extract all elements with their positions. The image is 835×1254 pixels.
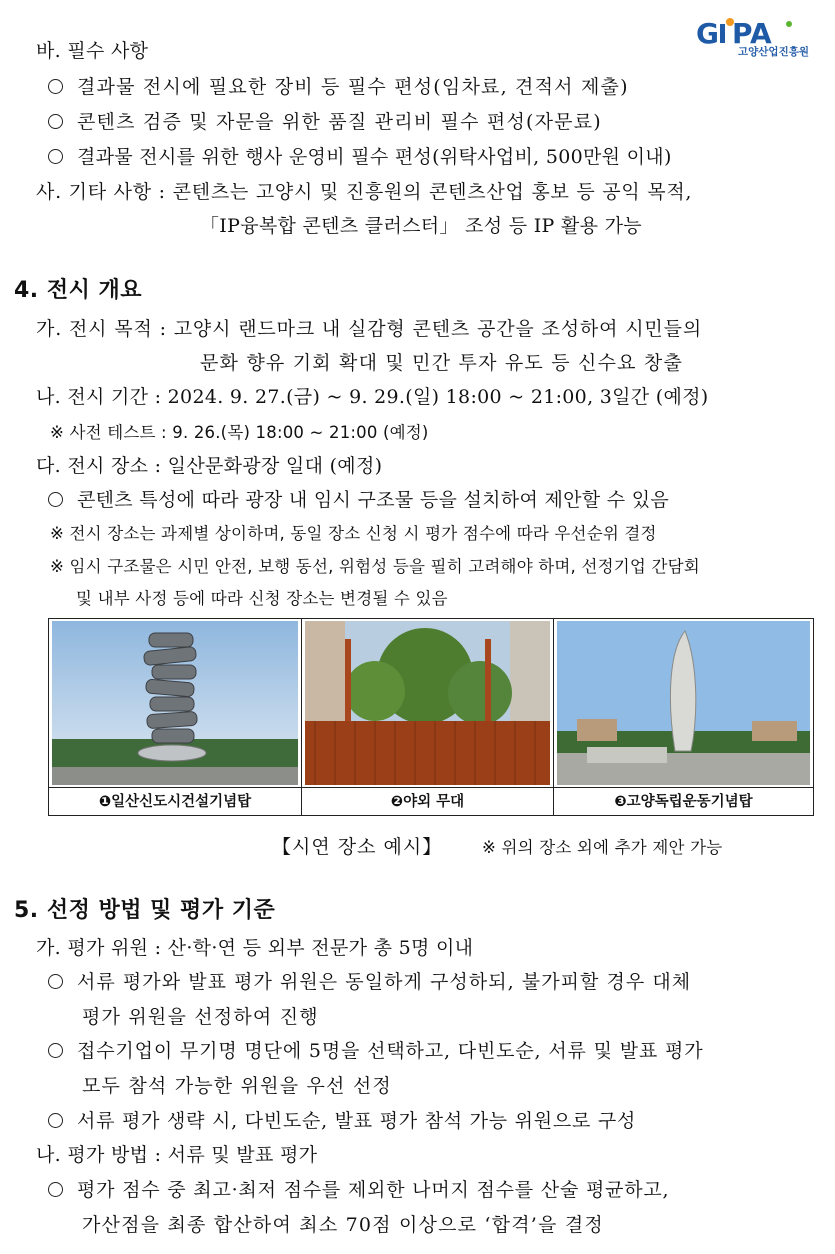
bullet-operation: [48, 142, 672, 169]
bullet-text: 콘텐츠 특성에 따라 광장 내 임시 구조물 등을 설치하여 제안할 수 있음: [77, 489, 670, 511]
photo-caption: ❷야외 무대: [302, 787, 553, 817]
venue-note-2-line1: ※ 임시 구조물은 시민 안전, 보행 동선, 위험성 등을 필히 고려해야 하며, 선정기업 간담회: [50, 557, 700, 576]
bullet-quality: [48, 107, 602, 134]
bullet-evaluator-composition-cont: 평가 위원을 선정하여 진행: [82, 1006, 319, 1028]
venue-line: 다. 전시 장소 : 일산문화광장 일대 (예정): [36, 455, 383, 477]
bullet-evaluator-composition: [48, 967, 691, 994]
venue-note-1: ※ 전시 장소는 과제별 상이하며, 동일 장소 신청 시 평가 점수에 따라 우선순위 결정: [50, 524, 657, 543]
circle-bullet-icon: [48, 79, 63, 94]
bullet-scoring-cont: 가산점을 최종 합산하여 최소 70점 이상으로 ‘합격’을 결정: [82, 1214, 604, 1236]
photo-independence-monument: [557, 621, 810, 785]
photo-cell-tower: [49, 619, 301, 817]
bullet-evaluator-selection-cont: 모두 참석 가능한 위원을 우선 선정: [82, 1075, 392, 1097]
bullet-evaluator-omission: [48, 1106, 636, 1133]
photo-cell-stage: [302, 619, 553, 817]
bullet-text: 결과물 전시에 필요한 장비 등 필수 편성(임차료, 견적서 제출): [77, 76, 629, 98]
bullet-text: 콘텐츠 검증 및 자문을 위한 품질 관리비 필수 편성(자문료): [77, 111, 602, 133]
venue-photo-table: [48, 618, 814, 816]
circle-bullet-icon: [48, 149, 63, 164]
circle-bullet-icon: [48, 1113, 63, 1128]
photo-cell-monument: [554, 619, 813, 817]
pretest-note: ※ 사전 테스트 : 9. 26.(목) 18:00 ~ 21:00 (예정): [50, 423, 429, 442]
photo-caption: ❸고양독립운동기념탑: [554, 787, 813, 817]
svg-text:PA: PA: [732, 17, 772, 50]
photo-outdoor-stage: [305, 621, 550, 785]
bullet-text: 평가 점수 중 최고·최저 점수를 제외한 나머지 점수를 산술 평균하고,: [77, 1179, 670, 1201]
bullet-equipment: [48, 72, 629, 99]
photo-caption-note: ※ 위의 장소 외에 추가 제안 가능: [482, 838, 723, 857]
circle-bullet-icon: [48, 492, 63, 507]
bullet-text: 서류 평가 생략 시, 다빈도순, 발표 평가 참석 가능 위원으로 구성: [77, 1110, 637, 1132]
bullet-text: 결과물 전시를 위한 행사 운영비 필수 편성(위탁사업비, 500만원 이내): [77, 146, 672, 168]
bullet-evaluator-selection: [48, 1036, 703, 1063]
item-sa-line1: 사. 기타 사항 : 콘텐츠는 고양시 및 진흥원의 콘텐츠산업 홍보 등 공익 목적,: [36, 181, 693, 203]
evaluator-line: 가. 평가 위원 : 산·학·연 등 외부 전문가 총 5명 이내: [36, 937, 474, 959]
venue-note-2-line2: 및 내부 사정 등에 따라 신청 장소는 변경될 수 있음: [76, 589, 448, 608]
bullet-scoring: [48, 1175, 669, 1202]
svg-text:G: G: [696, 17, 719, 50]
photo-caption-title: 【시연 장소 예시】: [272, 836, 443, 858]
bullet-text: 접수기업이 무기명 명단에 5명을 선택하고, 다빈도순, 서류 및 발표 평가: [77, 1040, 704, 1062]
section-4-title: 4. 전시 개요: [14, 278, 142, 303]
method-line: 나. 평가 방법 : 서류 및 발표 평가: [36, 1144, 318, 1166]
bullet-temp-structure: [48, 485, 669, 512]
circle-bullet-icon: [48, 1043, 63, 1058]
circle-bullet-icon: [48, 114, 63, 129]
logo-org-name: 고양산업진흥원: [738, 46, 810, 58]
purpose-line2: 문화 향유 기회 확대 및 민간 투자 유도 등 신수요 창출: [200, 352, 684, 374]
photo-caption: ❶일산신도시건설기념탑: [49, 787, 301, 817]
circle-bullet-icon: [48, 1182, 63, 1197]
period-line: 나. 전시 기간 : 2024. 9. 27.(금) ~ 9. 29.(일) 18:00 ~ 21:00, 3일간 (예정): [36, 386, 709, 408]
photo-ilsan-tower: [52, 621, 298, 785]
item-sa-line2: 「IP융복합 콘텐츠 클러스터」 조성 등 IP 활용 가능: [200, 215, 642, 237]
gipa-logo: [694, 16, 818, 58]
circle-bullet-icon: [48, 974, 63, 989]
bullet-text: 서류 평가와 발표 평가 위원은 동일하게 구성하되, 불가피할 경우 대체: [77, 971, 692, 993]
purpose-line1: 가. 전시 목적 : 고양시 랜드마크 내 실감형 콘텐츠 공간을 조성하여 시민들의: [36, 318, 703, 340]
section-5-title: 5. 선정 방법 및 평가 기준: [14, 898, 276, 923]
item-ba-heading: 바. 필수 사항: [36, 40, 149, 62]
